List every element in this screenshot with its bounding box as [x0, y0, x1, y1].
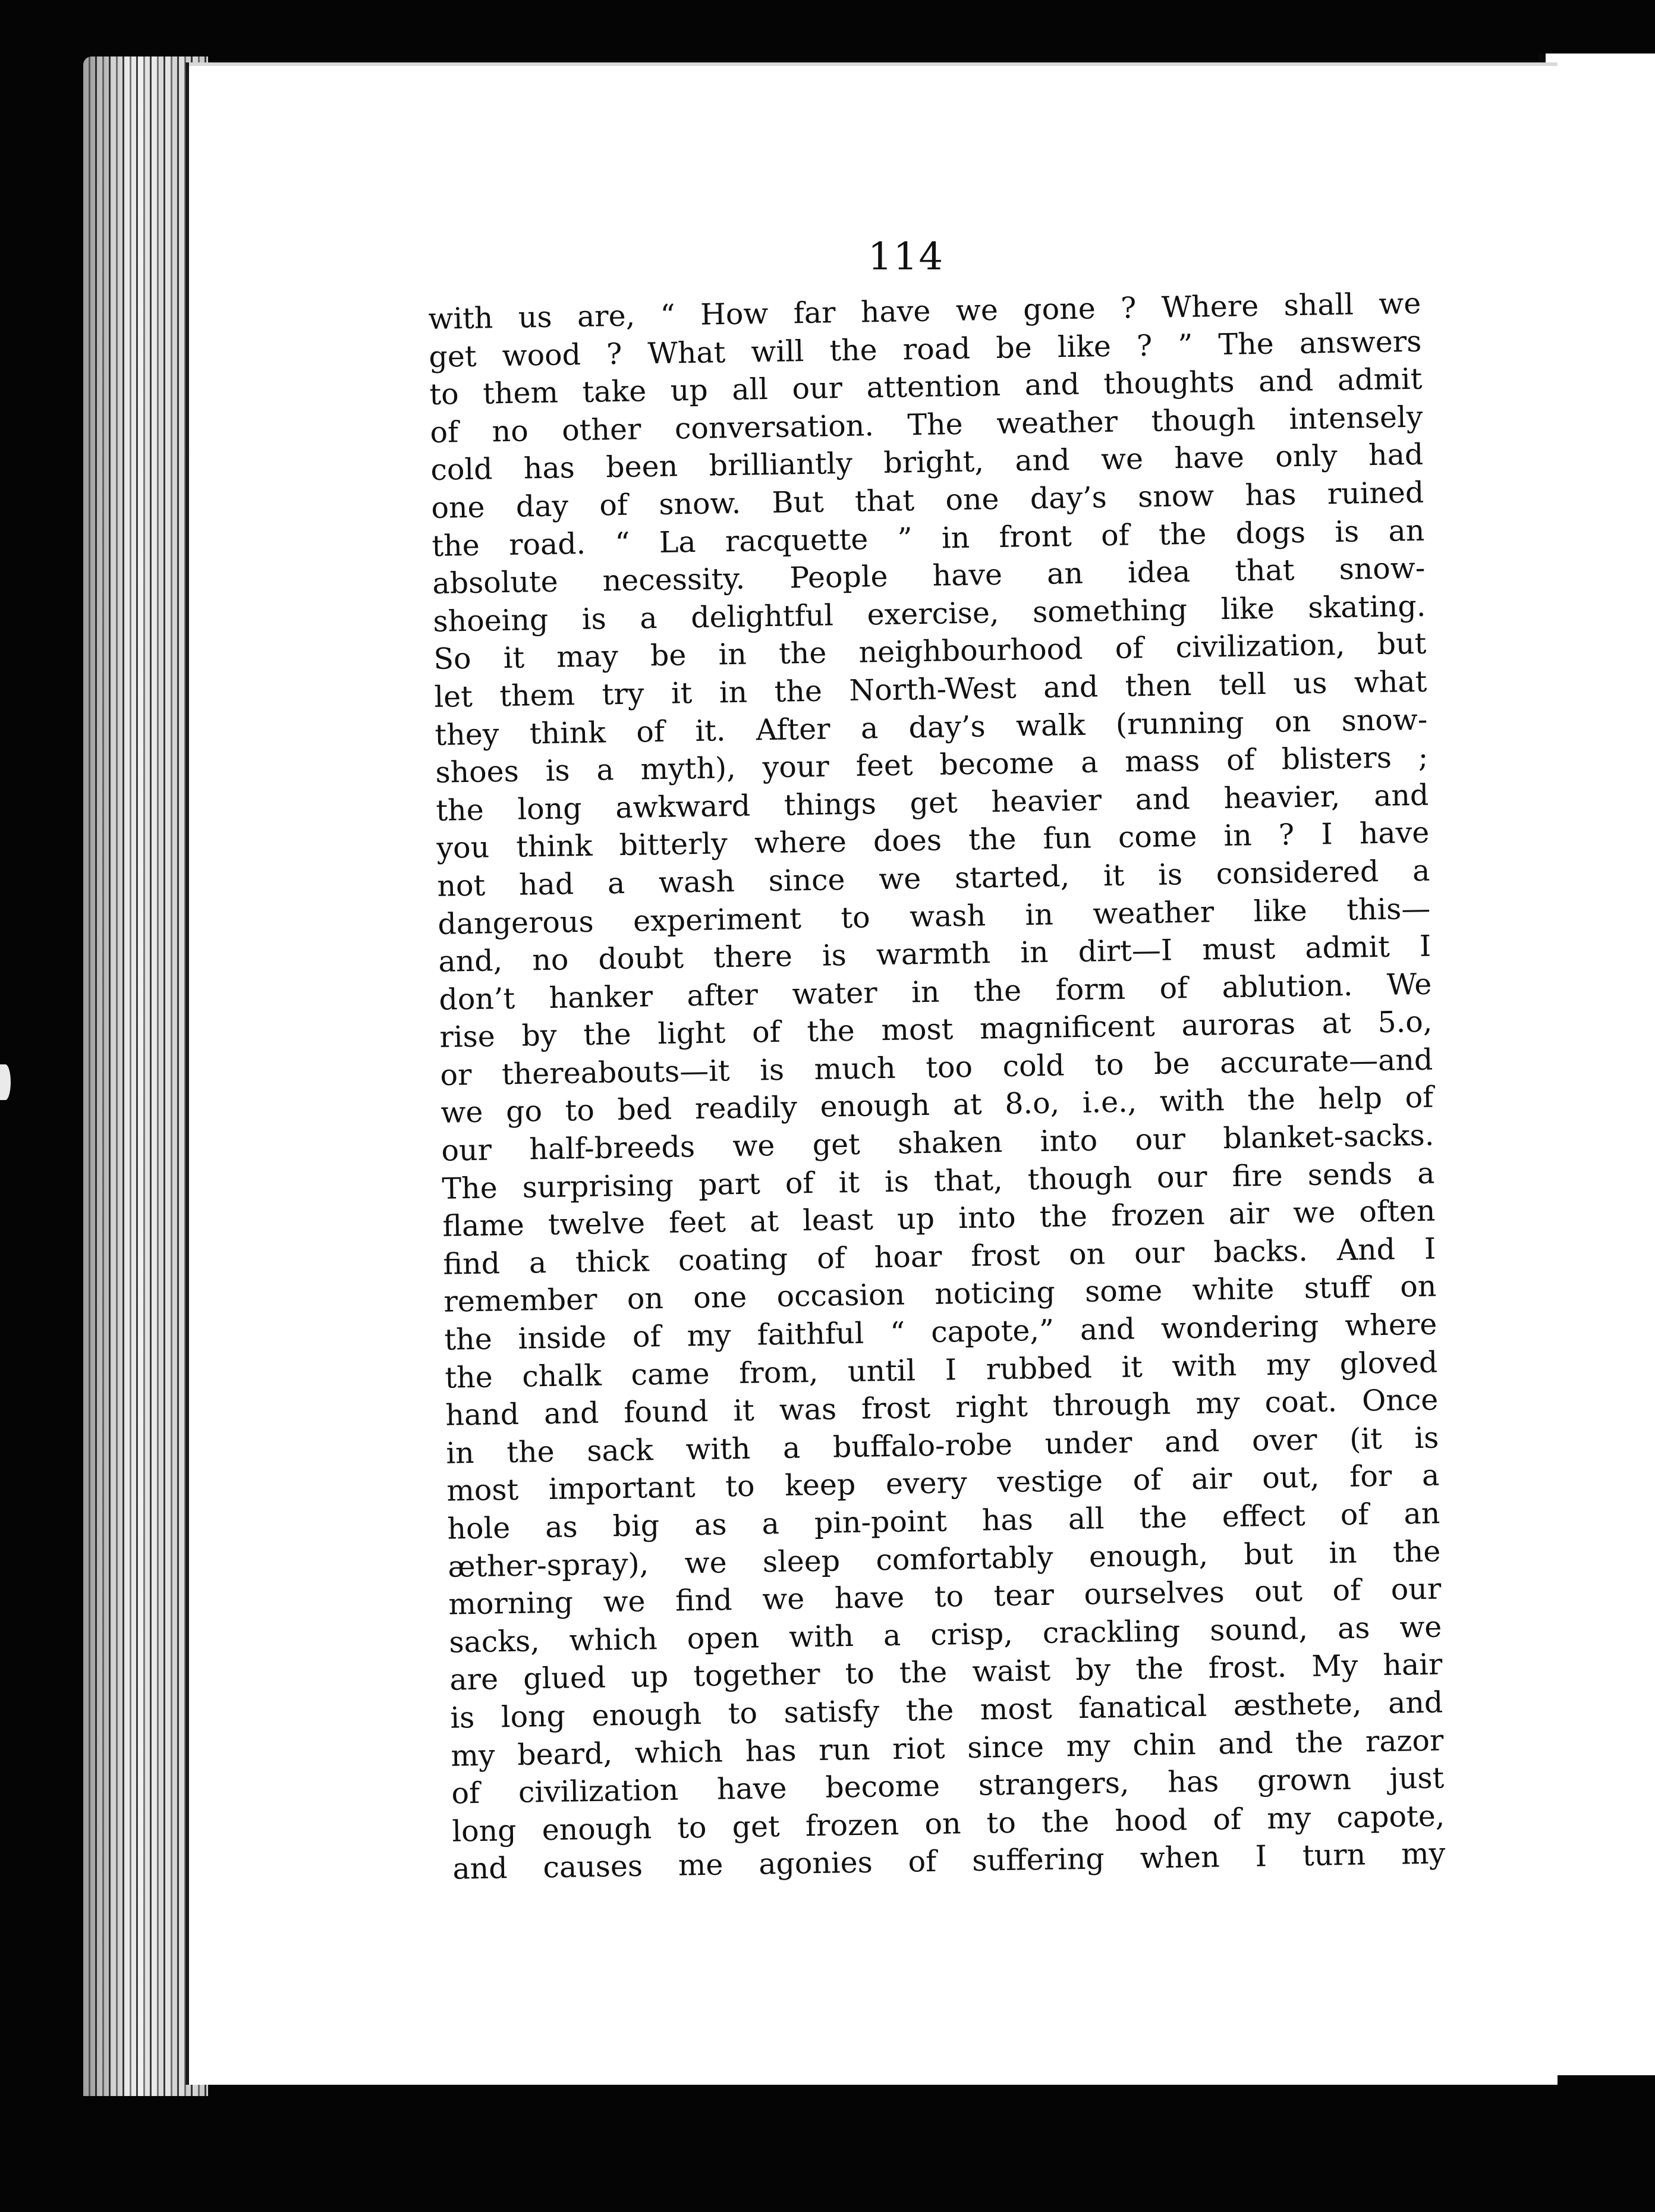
text-line: long enough to get frozen on to the hood of my capote,: [452, 1799, 1445, 1849]
text-line: hole as big as a pin-point has all the effect of an: [447, 1496, 1440, 1546]
text-line: absolute necessity. People have an idea that snow-: [432, 551, 1426, 601]
text-line: the inside of my faithful “ capote,” and wondering where: [444, 1307, 1437, 1357]
text-line: remember on one occasion noticing some white stuff on: [443, 1270, 1437, 1319]
text-line: to them take up all our attention and thoughts and admit: [429, 362, 1423, 412]
text-line: shoeing is a delightful exercise, something like skating.: [433, 589, 1426, 639]
text-line: our half-breeds we get shaken into our blanket-sacks.: [441, 1118, 1434, 1168]
text-line: are glued up together to the waist by the frost. My hair: [449, 1647, 1443, 1698]
text-line: sacks, which open with a crisp, crackling sound, as we: [449, 1610, 1442, 1660]
text-line: in the sack with a buffalo-robe under and over (it is: [446, 1421, 1439, 1471]
scan-edge-mark: [0, 1064, 11, 1100]
text-line: æther-spray), we sleep comfortably enough, but in the: [448, 1534, 1441, 1584]
text-line: most important to keep every vestige of air out, for a: [446, 1458, 1440, 1509]
page-body-text: [428, 285, 1446, 1889]
text-line: rise by the light of the most magnificent auroras at 5.o,: [439, 1004, 1433, 1055]
text-line: the road. “ La racquette ” in front of the dogs is an: [432, 513, 1425, 563]
text-line: of no other conversation. The weather though intensely: [430, 400, 1423, 450]
text-line: one day of snow. But that one day’s snow has ruined: [431, 475, 1424, 525]
text-line: we go to bed readily enough at 8.o, i.e., with the help of: [441, 1080, 1434, 1130]
text-line: don’t hanker after water in the form of ablution. We: [439, 967, 1432, 1017]
text-line: shoes is a myth), your feet become a mass of blisters ;: [435, 740, 1429, 790]
text-line: get wood ? What will the road be like ? ” The answers: [429, 324, 1422, 374]
text-line: with us are, “ How far have we gone ? Where shall we: [428, 286, 1421, 336]
text-line: and, no doubt there is warmth in dirt—I must admit I: [438, 929, 1431, 979]
text-line: let them try it in the North-West and then tell us what: [434, 664, 1427, 714]
text-line: you think bitterly where does the fun come in ? I have: [436, 815, 1430, 866]
text-line: my beard, which has run riot since my chin and the razor: [451, 1723, 1444, 1773]
text-line: dangerous experiment to wash in weather like this—: [438, 891, 1431, 941]
text-line: or thereabouts—it is much too cold to be accurate—and: [440, 1042, 1433, 1092]
page-number: 114: [868, 235, 945, 279]
text-line: flame twelve feet at least up into the frozen air we often: [442, 1193, 1436, 1244]
text-line: is long enough to satisfy the most fanatical æsthete, and: [450, 1685, 1443, 1735]
text-line: cold has been brilliantly bright, and we have only had: [430, 438, 1424, 488]
text-line: morning we find we have to tear ourselves out of our: [448, 1572, 1442, 1622]
text-line: find a thick coating of hoar frost on our backs. And I: [443, 1231, 1436, 1281]
text-line: of civilization have become strangers, has grown just: [451, 1761, 1445, 1811]
text-line: the long awkward things get heavier and heavier, and: [436, 778, 1429, 828]
text-line: So it may be in the neighbourhood of civilization, but: [433, 627, 1427, 677]
text-line: not had a wash since we started, it is considered a: [437, 853, 1430, 903]
text-line: the chalk came from, until I rubbed it with my gloved: [445, 1345, 1438, 1395]
text-line: The surprising part of it is that, though our fire sends a: [442, 1156, 1435, 1206]
text-line: they think of it. After a day’s walk (running on snow-: [435, 702, 1428, 752]
text-line: hand and found it was frost right through my coat. Once: [445, 1382, 1439, 1432]
text-line: and causes me agonies of suffering when I turn my: [452, 1836, 1446, 1887]
